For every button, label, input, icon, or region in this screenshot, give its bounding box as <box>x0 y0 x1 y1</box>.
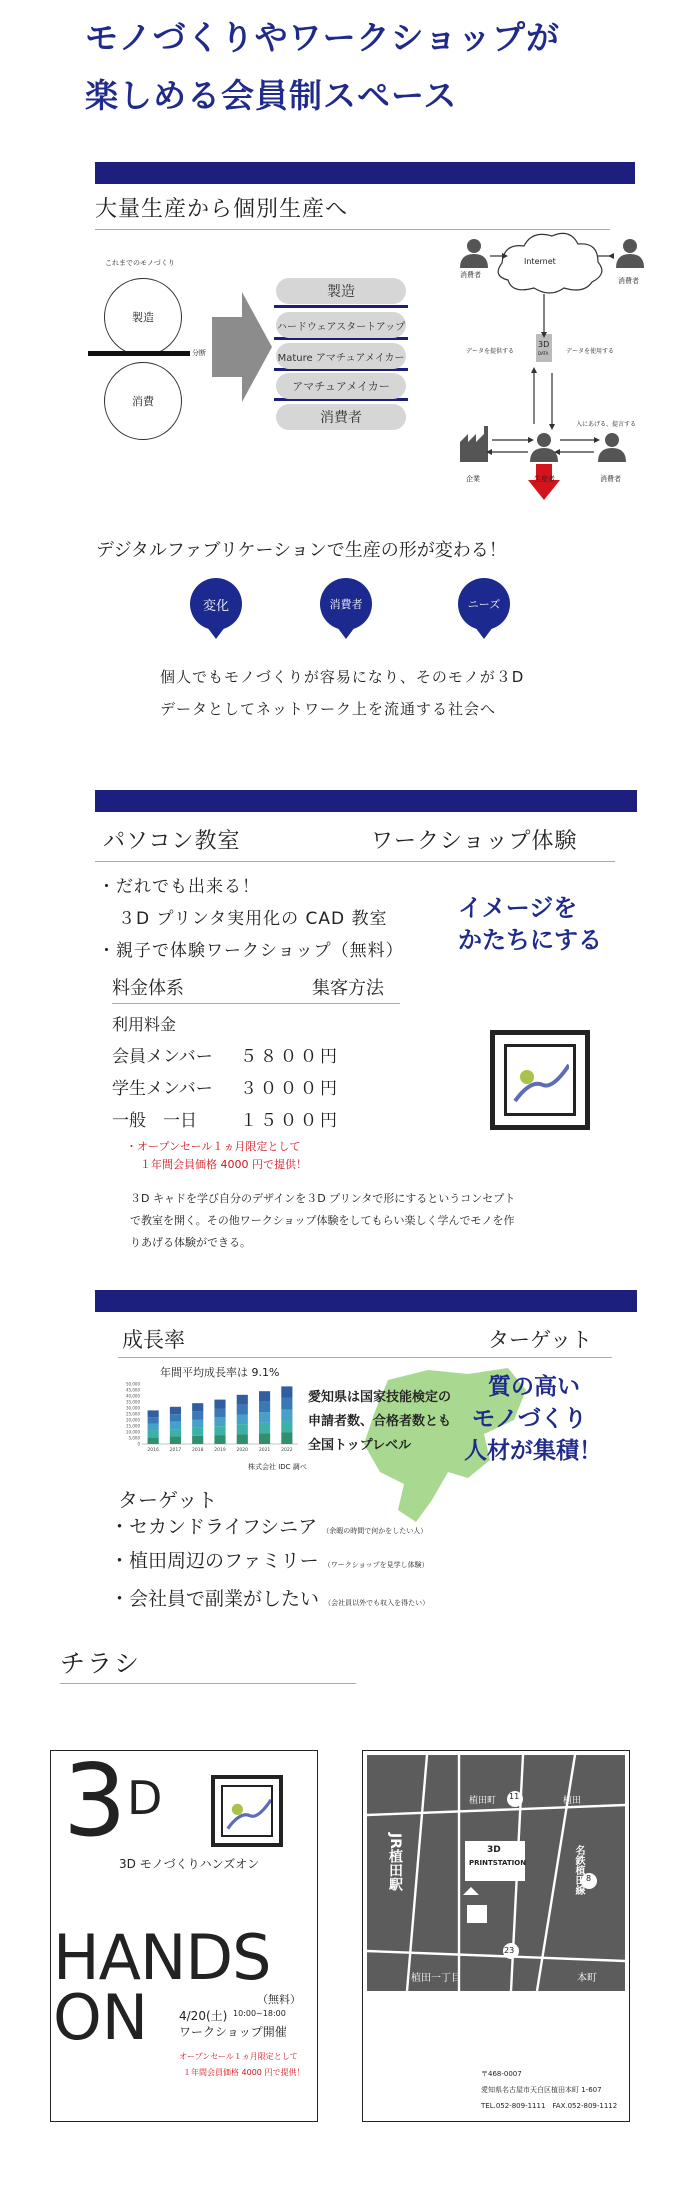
flyer-event: ワークショップ開催 <box>179 2025 287 2039</box>
bar-segment-2018 <box>192 1420 203 1428</box>
producer-label: 生産者 <box>534 475 555 483</box>
fee-label: 一般 一日 <box>112 1111 197 1131</box>
flyer-free: （無料） <box>257 1993 301 2006</box>
bar-segment-2016 <box>148 1417 159 1424</box>
bullet-workshop: ・親子で体験ワークショップ（無料） <box>98 941 404 961</box>
pin-consumer <box>320 578 372 630</box>
fee-heading <box>112 974 400 1004</box>
transition-arrow-icon <box>212 292 272 402</box>
section2-desc-1: ３D キャドを学び自分のデザインを３D プリンタで形にするというコンセプト <box>130 1192 516 1205</box>
bar-segment-2020 <box>237 1434 248 1444</box>
y-tick-label: 35,000 <box>126 1399 140 1405</box>
bar-segment-2017 <box>170 1437 181 1444</box>
y-tick-label: 25,000 <box>126 1411 140 1417</box>
slogan-quality-1: 質の高い <box>488 1374 580 1400</box>
map-route-23: 23 <box>504 1946 515 1955</box>
pin-needs <box>458 578 510 630</box>
network-diagram <box>452 228 652 508</box>
sale-note-1: ・オープンセール１ヵ月限定として <box>126 1140 301 1153</box>
stage-pill-2: ハードウェアスタートアップ <box>276 312 406 338</box>
bar-segment-2017 <box>170 1407 181 1414</box>
three-d-label: 3D <box>538 340 550 349</box>
section1-tagline: デジタルファブリケーションで生産の形が変わる！ <box>96 540 507 561</box>
aichi-text-2: 申請者数、合格者数とも <box>308 1414 452 1429</box>
x-tick-label: 2018 <box>191 1448 204 1453</box>
bar-segment-2020 <box>237 1414 248 1424</box>
page-title-line1: モノづくりやワークショップが <box>85 18 561 57</box>
bar-segment-2019 <box>214 1435 225 1444</box>
bar-segment-2017 <box>170 1422 181 1429</box>
y-tick-label: 10,000 <box>126 1429 140 1435</box>
flyer-on: ON <box>53 1981 149 2054</box>
flyer-tel: TEL.052-809-1111 FAX.052-809-1112 <box>481 2102 618 2110</box>
bar-segment-2022 <box>281 1432 292 1444</box>
x-tick-label: 2022 <box>281 1448 293 1453</box>
flyer-big-d: D <box>127 1771 163 1825</box>
network-consumer-left: 消費者 <box>460 271 481 279</box>
bar-segment-2019 <box>214 1408 225 1417</box>
flyer-zip: 〒468-0007 <box>481 2070 522 2078</box>
section4-heading <box>60 1644 356 1684</box>
target-note: （余暇の時間で何かをしたい人） <box>322 1527 428 1535</box>
consumption-circle-label: 消費 <box>132 395 154 408</box>
bar-segment-2021 <box>259 1402 270 1413</box>
section1-heading-text: 大量生産から個別生産へ <box>95 197 349 222</box>
target-title: ターゲット <box>118 1488 218 1512</box>
stage-pill-4: アマチュアメイカー <box>276 373 406 399</box>
section3-heading <box>118 1322 612 1358</box>
growth-chart-source: 株式会社 IDC 調べ <box>248 1463 307 1471</box>
section2-desc-2: で教室を開く。その他ワークショップ体験をしてもらい楽しく学んでモノを作 <box>130 1214 515 1227</box>
flyer-hands: HANDS <box>53 1921 271 1994</box>
bar-segment-2022 <box>281 1386 292 1398</box>
bar-segment-2018 <box>192 1428 203 1436</box>
map-ueda-town: 植田町 <box>469 1796 497 1806</box>
use-label: データを使用する <box>566 348 615 355</box>
fee-label: 会員メンバー <box>112 1047 213 1067</box>
slogan-quality-2: モノづくり <box>472 1406 587 1432</box>
manufacture-circle-label: 製造 <box>132 311 154 324</box>
target-row-worker <box>110 1584 429 1611</box>
company-label: 企業 <box>466 475 480 483</box>
fee-price: ３０００円 <box>240 1079 340 1099</box>
pin-change <box>190 578 242 630</box>
stage-pill-5: 消費者 <box>276 404 406 430</box>
bar-segment-2021 <box>259 1391 270 1402</box>
section2-heading-right: ワークショップ体験 <box>371 829 578 854</box>
target-note: （会社員以外でも収入を得たい） <box>324 1599 430 1607</box>
bar-segment-2016 <box>148 1431 159 1438</box>
flyer-time: 10:00~18:00 <box>233 2009 286 2018</box>
flyer-address: 愛知県名古屋市天白区植田本町 1-607 <box>481 2086 602 2094</box>
fee-row-member <box>112 1042 340 1067</box>
flyer-logo <box>211 1775 283 1847</box>
fee-price: １５００円 <box>240 1111 340 1131</box>
map-route-11: 11 <box>509 1792 520 1801</box>
section3-heading-right: ターゲット <box>488 1328 593 1352</box>
bar-segment-2022 <box>281 1398 292 1410</box>
network-consumer-bottom: 消費者 <box>600 475 621 483</box>
section2-desc-3: りあげる体験ができる。 <box>130 1236 251 1249</box>
bar-segment-2018 <box>192 1403 203 1411</box>
page-title-line2: 楽しめる会員制スペース <box>85 76 458 115</box>
bar-segment-2019 <box>214 1417 225 1426</box>
bar-segment-2019 <box>214 1426 225 1435</box>
section4-heading-text: チラシ <box>60 1649 142 1678</box>
old-production-caption: これまでのモノづくり <box>105 259 175 267</box>
y-tick-label: 15,000 <box>126 1423 140 1429</box>
stage-line-1 <box>274 305 408 308</box>
section2-heading-left: パソコン教室 <box>103 829 241 854</box>
target-label: ・会社員で副業がしたい <box>110 1588 320 1610</box>
y-tick-label: 50,000 <box>126 1381 140 1387</box>
fee-price: ５８００円 <box>240 1047 340 1067</box>
map-shop-1: 3D <box>487 1845 501 1855</box>
growth-chart <box>118 1378 303 1458</box>
y-tick-label: 20,000 <box>126 1417 140 1423</box>
y-tick-label: 0 <box>137 1441 140 1447</box>
map-area <box>367 1755 625 1991</box>
aichi-text-1: 愛知県は国家技能検定の <box>308 1390 452 1405</box>
manufacture-circle <box>104 278 182 356</box>
x-tick-label: 2016 <box>147 1448 159 1453</box>
x-tick-label: 2017 <box>169 1448 182 1453</box>
logo-landscape-icon <box>509 1049 569 1109</box>
target-row-family <box>110 1546 429 1573</box>
fee-heading-left: 料金体系 <box>112 978 184 999</box>
pin-consumer-label: 消費者 <box>329 598 363 611</box>
map-jr-station: JR植田駅 <box>387 1833 403 1891</box>
bar-segment-2016 <box>148 1424 159 1431</box>
publish-label: データを提供する <box>466 348 515 355</box>
section1-body-1: 個人でもモノづくりが容易になり、そのモノが３D <box>160 668 525 686</box>
target-note: （ワークショップを見学し体験） <box>323 1561 429 1569</box>
logo-mark <box>490 1030 590 1130</box>
fee-row-student <box>112 1074 340 1099</box>
divide-line <box>88 351 190 356</box>
pin-change-label: 変化 <box>202 598 229 614</box>
map-roads <box>367 1755 625 1991</box>
flyer-handson <box>50 1750 318 2122</box>
bar-segment-2016 <box>148 1437 159 1444</box>
section1-body-2: データとしてネットワーク上を流通する社会へ <box>160 700 497 718</box>
logo-inner-frame <box>504 1044 576 1116</box>
growth-chart-title: 年間平均成長率は 9.1% <box>160 1366 280 1379</box>
flyer-logo-icon <box>223 1787 271 1835</box>
slogan-image-1: イメージを <box>458 894 578 922</box>
bar-segment-2021 <box>259 1412 270 1423</box>
network-consumer-right: 消費者 <box>618 277 639 285</box>
map-ueda: 植田 <box>563 1796 582 1806</box>
bullet-anyone: ・だれでも出来る！ <box>98 877 260 897</box>
flyer-sale-1: オープンセール１ヵ月限定として <box>179 2052 298 2061</box>
bar-segment-2020 <box>237 1395 248 1405</box>
y-tick-label: 30,000 <box>126 1405 140 1411</box>
fee-label: 学生メンバー <box>112 1079 213 1099</box>
section1-heading <box>95 192 610 230</box>
slogan-image-2: かたちにする <box>458 926 602 954</box>
bar-segment-2022 <box>281 1421 292 1433</box>
bar-segment-2017 <box>170 1429 181 1436</box>
bar-segment-2016 <box>148 1410 159 1417</box>
target-label: ・植田周辺のファミリー <box>110 1550 319 1572</box>
bar-segment-2021 <box>259 1423 270 1434</box>
flyer-logo-inner <box>221 1785 273 1837</box>
bar-segment-2019 <box>214 1400 225 1409</box>
section2-bar <box>95 790 637 812</box>
bar-segment-2020 <box>237 1405 248 1415</box>
bar-segment-2017 <box>170 1414 181 1421</box>
consumption-circle <box>104 362 182 440</box>
flyer-map <box>362 1750 630 2122</box>
stage-pill-1: 製造 <box>276 278 406 304</box>
bar-segment-2021 <box>259 1433 270 1444</box>
bar-segment-2018 <box>192 1411 203 1419</box>
section2-heading <box>95 820 615 862</box>
y-tick-label: 40,000 <box>126 1393 140 1399</box>
target-row-senior <box>110 1512 427 1539</box>
section3-heading-left: 成長率 <box>122 1328 185 1352</box>
stage-pill-3: Mature アマチュアメイカー <box>276 343 406 369</box>
bar-segment-2018 <box>192 1436 203 1444</box>
divide-label: 分断 <box>192 349 206 357</box>
three-d-sub-label: DATA <box>538 351 549 356</box>
flyer-date: 4/20(土) <box>179 2009 228 2023</box>
aichi-text-3: 全国トップレベル <box>308 1438 412 1453</box>
map-shop-2: PRINTSTATION <box>469 1859 527 1867</box>
target-label: ・セカンドライフシニア <box>110 1516 318 1538</box>
y-tick-label: 5,000 <box>128 1435 140 1441</box>
fee-title: 利用料金 <box>112 1015 177 1034</box>
pin-needs-label: ニーズ <box>467 598 501 611</box>
slogan-quality-3: 人材が集積！ <box>464 1438 602 1464</box>
flyer-sale-2: １年間会員価格 4000 円で提供！ <box>183 2068 305 2077</box>
map-honmachi: 本町 <box>577 1973 597 1984</box>
internet-label: Internet <box>524 257 556 266</box>
y-tick-label: 45,000 <box>126 1387 140 1393</box>
map-meitetsu-line: 名鉄植田線 <box>573 1845 584 1895</box>
bar-segment-2022 <box>281 1409 292 1421</box>
enter-label: 入にあげる、提言する <box>576 421 637 428</box>
sale-note-2: １年間会員価格 4000 円で提供！ <box>140 1158 307 1171</box>
bullet-cad-class: ３D プリンタ実用化の CAD 教室 <box>118 909 388 929</box>
x-tick-label: 2020 <box>236 1448 249 1453</box>
x-tick-label: 2019 <box>214 1448 226 1453</box>
section1-bar <box>95 162 635 184</box>
bar-segment-2020 <box>237 1424 248 1434</box>
x-tick-label: 2021 <box>258 1448 271 1453</box>
section3-bar <box>95 1290 637 1312</box>
fee-heading-right: 集客方法 <box>312 978 384 999</box>
flyer-big-3: 3 <box>63 1750 127 1859</box>
map-route-8: 8 <box>586 1874 592 1883</box>
flyer-subtitle: 3D モノづくりハンズオン <box>119 1857 260 1871</box>
fee-row-general <box>112 1106 340 1131</box>
map-ueda-1chome: 植田一丁目 <box>411 1973 461 1984</box>
